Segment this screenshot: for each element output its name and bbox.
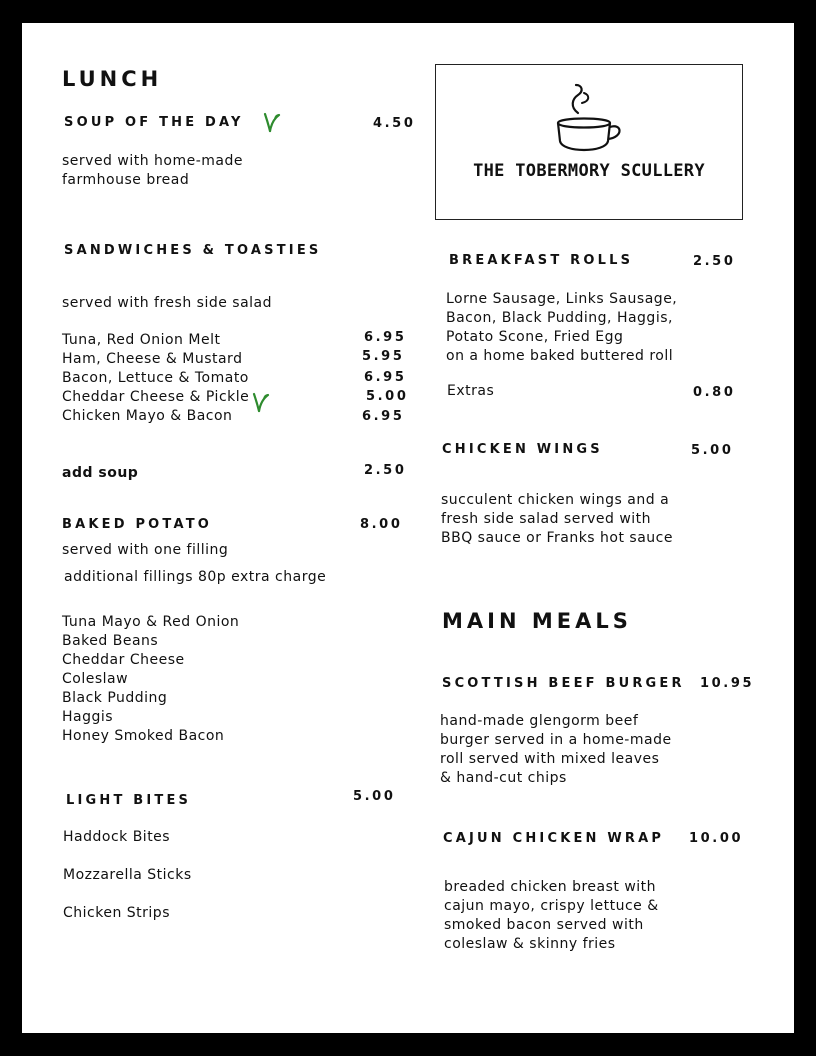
wrap-price: 10.00: [689, 831, 744, 846]
menu-page: [22, 23, 794, 1033]
wrap-heading: CAJUN CHICKEN WRAP: [443, 831, 665, 846]
sandwich-item: Chicken Mayo & Bacon: [62, 408, 233, 424]
sandwiches-heading: SANDWICHES & TOASTIES: [64, 243, 322, 258]
baked-potato-desc: served with one filling: [62, 542, 229, 558]
filling-item: Baked Beans: [62, 633, 159, 649]
wrap-desc-line: smoked bacon served with: [444, 917, 644, 933]
filling-item: Honey Smoked Bacon: [62, 728, 225, 744]
vegetarian-leaf-icon: [251, 391, 271, 413]
sandwich-price: 5.00: [366, 389, 409, 404]
breakfast-rolls-desc-line: Bacon, Black Pudding, Haggis,: [446, 310, 673, 326]
burger-price: 10.95: [700, 676, 755, 691]
burger-desc-line: hand-made glengorm beef: [440, 713, 639, 729]
sandwich-price: 6.95: [362, 409, 405, 424]
baked-potato-heading: BAKED POTATO: [62, 517, 213, 532]
filling-item: Coleslaw: [62, 671, 129, 687]
burger-heading: SCOTTISH BEEF BURGER: [442, 676, 685, 691]
sandwich-item: Bacon, Lettuce & Tomato: [62, 370, 249, 386]
sandwich-price: 6.95: [364, 370, 407, 385]
burger-desc-line: & hand-cut chips: [440, 770, 567, 786]
breakfast-rolls-desc-line: on a home baked buttered roll: [446, 348, 674, 364]
main-meals-title: MAIN MEALS: [442, 609, 632, 633]
sandwich-item: Cheddar Cheese & Pickle: [62, 389, 250, 405]
soup-desc-line: served with home-made: [62, 153, 244, 169]
chicken-wings-price: 5.00: [691, 443, 734, 458]
sandwich-item: Tuna, Red Onion Melt: [62, 332, 221, 348]
add-soup-label: add soup: [62, 465, 139, 481]
filling-item: Cheddar Cheese: [62, 652, 185, 668]
sandwich-price: 5.95: [362, 349, 405, 364]
light-bite-item: Chicken Strips: [63, 905, 170, 921]
chicken-wings-heading: CHICKEN WINGS: [442, 442, 603, 457]
soup-desc-line: farmhouse bread: [62, 172, 190, 188]
extras-price: 0.80: [693, 385, 736, 400]
burger-desc-line: roll served with mixed leaves: [440, 751, 660, 767]
burger-desc-line: burger served in a home-made: [440, 732, 672, 748]
filling-item: Tuna Mayo & Red Onion: [62, 614, 240, 630]
filling-item: Black Pudding: [62, 690, 168, 706]
soup-heading: SOUP OF THE DAY: [64, 115, 244, 130]
soup-price: 4.50: [373, 116, 416, 131]
logo-name: THE TOBERMORY SCULLERY: [473, 161, 705, 181]
coffee-cup-icon: [550, 83, 630, 159]
wrap-desc-line: coleslaw & skinny fries: [444, 936, 616, 952]
breakfast-rolls-heading: BREAKFAST ROLLS: [449, 253, 634, 268]
baked-potato-extra: additional fillings 80p extra charge: [64, 569, 327, 585]
breakfast-rolls-desc-line: Potato Scone, Fried Egg: [446, 329, 624, 345]
baked-potato-price: 8.00: [360, 517, 403, 532]
add-soup-price: 2.50: [364, 463, 407, 478]
light-bites-heading: LIGHT BITES: [66, 793, 192, 808]
extras-label: Extras: [447, 383, 495, 399]
logo-box: [435, 64, 743, 220]
wrap-desc-line: cajun mayo, crispy lettuce &: [444, 898, 659, 914]
sandwiches-desc: served with fresh side salad: [62, 295, 273, 311]
vegetarian-leaf-icon: [262, 111, 282, 133]
sandwich-price: 6.95: [364, 330, 407, 345]
chicken-wings-desc-line: succulent chicken wings and a: [441, 492, 670, 508]
breakfast-rolls-price: 2.50: [693, 254, 736, 269]
light-bites-price: 5.00: [353, 789, 396, 804]
breakfast-rolls-desc-line: Lorne Sausage, Links Sausage,: [446, 291, 678, 307]
wrap-desc-line: breaded chicken breast with: [444, 879, 657, 895]
filling-item: Haggis: [62, 709, 114, 725]
chicken-wings-desc-line: fresh side salad served with: [441, 511, 652, 527]
lunch-title: LUNCH: [62, 67, 163, 91]
light-bite-item: Mozzarella Sticks: [63, 867, 192, 883]
light-bite-item: Haddock Bites: [63, 829, 171, 845]
chicken-wings-desc-line: BBQ sauce or Franks hot sauce: [441, 530, 673, 546]
sandwich-item: Ham, Cheese & Mustard: [62, 351, 243, 367]
